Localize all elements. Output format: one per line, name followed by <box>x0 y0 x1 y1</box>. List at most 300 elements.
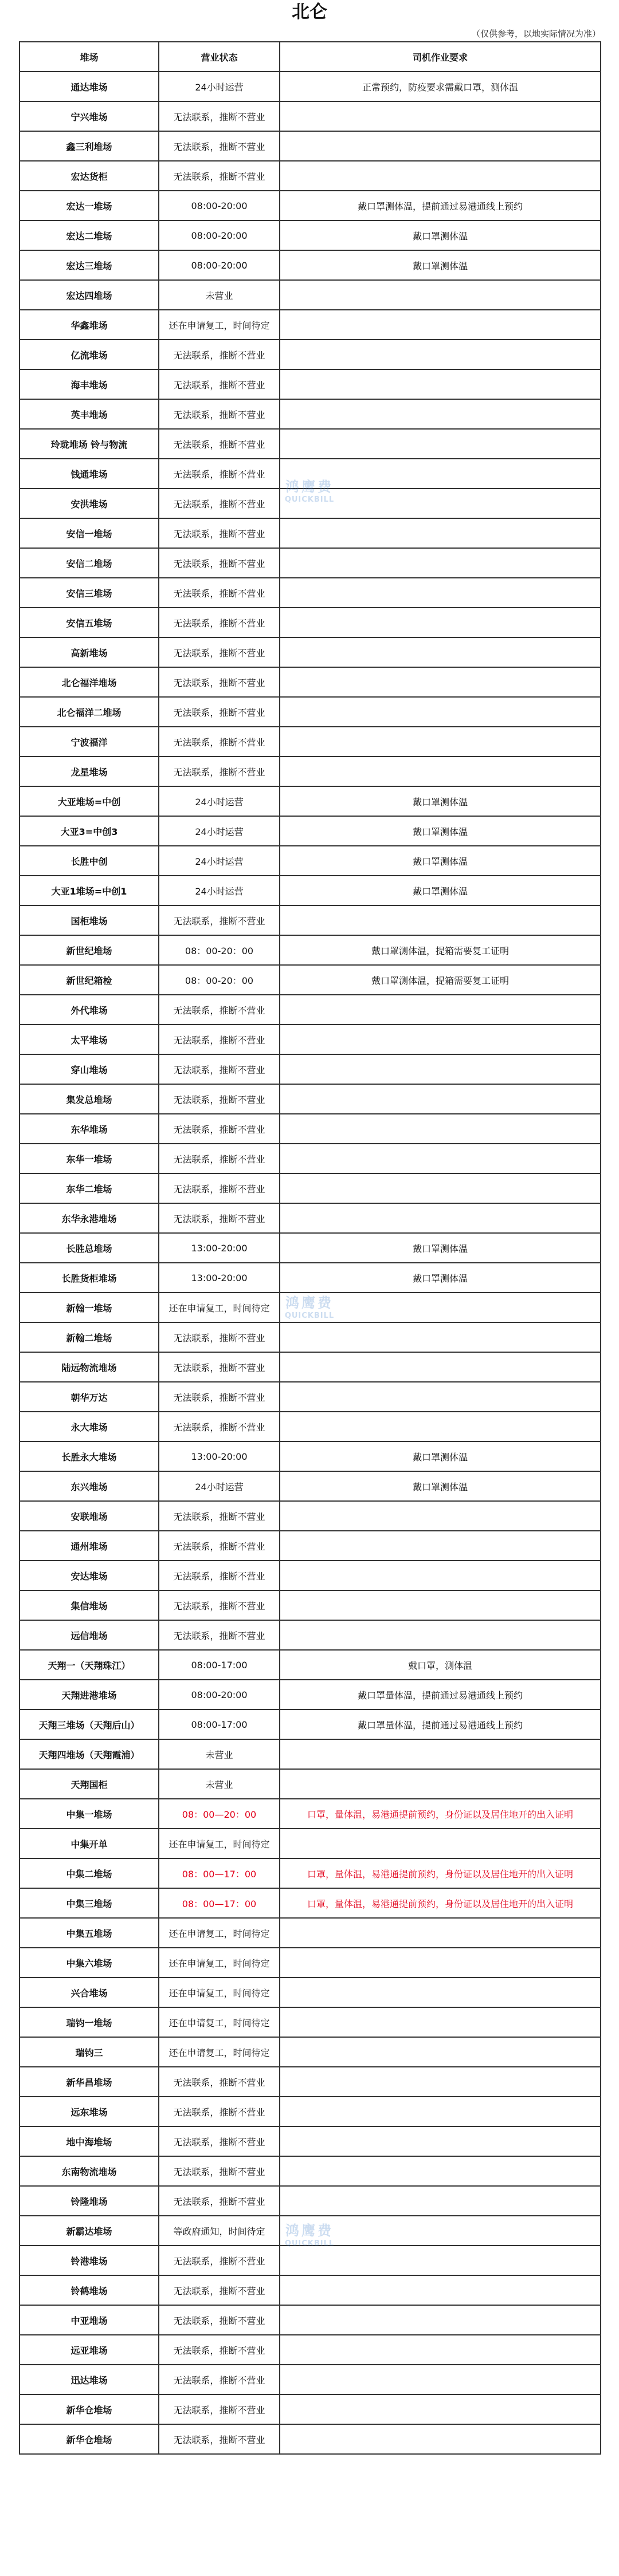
yard-name-cell: 安达堆场 <box>19 1561 159 1590</box>
table-row <box>19 1739 601 1769</box>
table-row <box>19 1561 601 1590</box>
status-cell: 无法联系，推断不营业 <box>159 1531 280 1561</box>
requirements-cell <box>280 2097 601 2126</box>
yard-name-cell: 高新堆场 <box>19 637 159 667</box>
table-row <box>19 1680 601 1710</box>
table-row <box>19 489 601 518</box>
status-cell: 24小时运营 <box>159 876 280 905</box>
table-row <box>19 667 601 697</box>
requirements-cell <box>280 1084 601 1114</box>
requirements-cell <box>280 2275 601 2305</box>
yard-name-cell: 宏达货柜 <box>19 161 159 191</box>
table-row <box>19 161 601 191</box>
yard-name-cell: 北仑福洋二堆场 <box>19 697 159 727</box>
requirements-cell: 戴口罩测体温 <box>280 1233 601 1263</box>
status-cell: 无法联系，推断不营业 <box>159 161 280 191</box>
requirements-cell <box>280 459 601 489</box>
requirements-cell <box>280 2424 601 2454</box>
yard-name-cell: 海丰堆场 <box>19 369 159 399</box>
requirements-cell <box>280 995 601 1025</box>
status-cell: 无法联系，推断不营业 <box>159 340 280 369</box>
status-cell: 08:00-20:00 <box>159 1680 280 1710</box>
yard-name-cell: 东华二堆场 <box>19 1173 159 1203</box>
yard-name-cell: 天翔三堆场（天翔后山） <box>19 1710 159 1739</box>
page-title: 北仑 <box>292 2 327 22</box>
table-row <box>19 2126 601 2156</box>
table-row <box>19 310 601 340</box>
table-row <box>19 1084 601 1114</box>
requirements-cell <box>280 2156 601 2186</box>
yard-name-cell: 新华仓堆场 <box>19 2394 159 2424</box>
yard-name-cell: 大亚堆场=中创 <box>19 786 159 816</box>
header-status: 营业状态 <box>159 42 280 72</box>
yard-name-cell: 安信五堆场 <box>19 608 159 637</box>
table-row <box>19 1531 601 1561</box>
yard-name-cell: 玲珑堆场 铃与物流 <box>19 429 159 459</box>
yard-name-cell: 迅达堆场 <box>19 2365 159 2394</box>
table-row <box>19 1203 601 1233</box>
yard-name-cell: 集发总堆场 <box>19 1084 159 1114</box>
status-cell: 无法联系，推断不营业 <box>159 2156 280 2186</box>
requirements-cell: 戴口罩测体温，提前通过易港通线上预约 <box>280 191 601 220</box>
status-cell: 无法联系，推断不营业 <box>159 608 280 637</box>
table-row <box>19 2305 601 2335</box>
status-cell: 无法联系，推断不营业 <box>159 578 280 608</box>
table-row <box>19 429 601 459</box>
yard-name-cell: 英丰堆场 <box>19 399 159 429</box>
status-cell: 08:00-20:00 <box>159 250 280 280</box>
header-requirements: 司机作业要求 <box>280 42 601 72</box>
table-row <box>19 1412 601 1441</box>
yard-name-cell: 东华永港堆场 <box>19 1203 159 1233</box>
yard-name-cell: 钱通堆场 <box>19 459 159 489</box>
yard-name-cell: 远东堆场 <box>19 2097 159 2126</box>
requirements-cell <box>280 1739 601 1769</box>
requirements-cell <box>280 1352 601 1382</box>
status-cell: 无法联系，推断不营业 <box>159 757 280 786</box>
table-row <box>19 1829 601 1858</box>
requirements-cell <box>280 2246 601 2275</box>
table-row <box>19 816 601 846</box>
yard-name-cell: 宏达四堆场 <box>19 280 159 310</box>
yard-name-cell: 安信二堆场 <box>19 548 159 578</box>
requirements-cell <box>280 548 601 578</box>
status-cell: 无法联系，推断不营业 <box>159 399 280 429</box>
requirements-cell <box>280 757 601 786</box>
requirements-cell <box>280 2037 601 2067</box>
requirements-cell <box>280 310 601 340</box>
table-row <box>19 1501 601 1531</box>
status-cell: 24小时运营 <box>159 1471 280 1501</box>
table-row <box>19 1114 601 1144</box>
watermark-cn: 鸿鹰费 <box>285 1295 334 1311</box>
requirements-cell <box>280 578 601 608</box>
requirements-cell <box>280 2365 601 2394</box>
yard-name-cell: 安洪堆场 <box>19 489 159 518</box>
table-row <box>19 1173 601 1203</box>
status-cell: 无法联系，推断不营业 <box>159 518 280 548</box>
table-row <box>19 1710 601 1739</box>
requirements-cell <box>280 1590 601 1620</box>
status-cell: 无法联系，推断不营业 <box>159 2275 280 2305</box>
requirements-cell: 戴口罩测体温 <box>280 1471 601 1501</box>
requirements-cell: 戴口罩测体温 <box>280 250 601 280</box>
status-cell: 无法联系，推断不营业 <box>159 459 280 489</box>
yard-name-cell: 铃鹤堆场 <box>19 2275 159 2305</box>
yard-name-cell: 铃港堆场 <box>19 2246 159 2275</box>
requirements-cell <box>280 2305 601 2335</box>
yard-name-cell: 通达堆场 <box>19 72 159 101</box>
requirements-cell <box>280 340 601 369</box>
yard-name-cell: 新华仓堆场 <box>19 2424 159 2454</box>
requirements-cell <box>280 2335 601 2365</box>
watermark-en: QUICKBILL <box>284 495 335 504</box>
table-row <box>19 965 601 995</box>
status-cell: 还在申请复工，时间待定 <box>159 1918 280 1948</box>
status-cell: 24小时运营 <box>159 72 280 101</box>
yard-name-cell: 远亚堆场 <box>19 2335 159 2365</box>
status-cell: 13:00-20:00 <box>159 1263 280 1293</box>
table-row <box>19 1144 601 1173</box>
requirements-cell <box>280 280 601 310</box>
yard-name-cell: 长胜永大堆场 <box>19 1441 159 1471</box>
status-cell: 无法联系，推断不营业 <box>159 2424 280 2454</box>
status-cell: 无法联系，推断不营业 <box>159 1620 280 1650</box>
requirements-cell <box>280 1948 601 1978</box>
table-row <box>19 995 601 1025</box>
requirements-cell <box>280 101 601 131</box>
status-cell: 13:00-20:00 <box>159 1233 280 1263</box>
status-cell: 无法联系，推断不营业 <box>159 2126 280 2156</box>
status-cell: 无法联系，推断不营业 <box>159 2067 280 2097</box>
requirements-cell: 戴口罩测体温 <box>280 816 601 846</box>
status-cell: 还在申请复工，时间待定 <box>159 1948 280 1978</box>
yard-name-cell: 兴合堆场 <box>19 1978 159 2007</box>
requirements-cell <box>280 1203 601 1233</box>
requirements-cell: 戴口罩测体温 <box>280 1263 601 1293</box>
table-row <box>19 1799 601 1829</box>
status-cell: 无法联系，推断不营业 <box>159 2097 280 2126</box>
requirements-cell <box>280 2186 601 2216</box>
requirements-cell <box>280 697 601 727</box>
status-cell: 24小时运营 <box>159 786 280 816</box>
requirements-cell: 戴口罩测体温 <box>280 1441 601 1471</box>
requirements-cell <box>280 1412 601 1441</box>
requirements-cell <box>280 1054 601 1084</box>
requirements-cell <box>280 2067 601 2097</box>
table-row <box>19 1858 601 1888</box>
yard-name-cell: 华鑫堆场 <box>19 310 159 340</box>
yard-name-cell: 朝华万达 <box>19 1382 159 1412</box>
status-cell: 24小时运营 <box>159 846 280 876</box>
table-row <box>19 2246 601 2275</box>
status-cell: 还在申请复工，时间待定 <box>159 1293 280 1322</box>
requirements-cell <box>280 1114 601 1144</box>
yard-name-cell: 大亚3=中创3 <box>19 816 159 846</box>
requirements-cell <box>280 1620 601 1650</box>
status-cell: 无法联系，推断不营业 <box>159 1382 280 1412</box>
yard-name-cell: 中集五堆场 <box>19 1918 159 1948</box>
yard-name-cell: 北仑福洋堆场 <box>19 667 159 697</box>
requirements-cell <box>280 1561 601 1590</box>
requirements-cell <box>280 1382 601 1412</box>
table-row <box>19 1620 601 1650</box>
table-row <box>19 548 601 578</box>
requirements-cell: 戴口罩量体温，提前通过易港通线上预约 <box>280 1680 601 1710</box>
table-row <box>19 250 601 280</box>
table-row <box>19 1233 601 1263</box>
status-cell: 无法联系，推断不营业 <box>159 995 280 1025</box>
yard-name-cell: 宁波福洋 <box>19 727 159 757</box>
status-cell: 08:00-17:00 <box>159 1650 280 1680</box>
table-row <box>19 2275 601 2305</box>
table-row <box>19 1054 601 1084</box>
status-cell: 无法联系，推断不营业 <box>159 905 280 935</box>
yard-name-cell: 太平堆场 <box>19 1025 159 1054</box>
requirements-cell <box>280 489 601 518</box>
table-row <box>19 1978 601 2007</box>
yard-name-cell: 宏达二堆场 <box>19 220 159 250</box>
table-row <box>19 727 601 757</box>
table-row <box>19 459 601 489</box>
yard-name-cell: 天翔国柜 <box>19 1769 159 1799</box>
status-cell: 还在申请复工，时间待定 <box>159 1978 280 2007</box>
yard-name-cell: 远信堆场 <box>19 1620 159 1650</box>
yard-name-cell: 长胜中创 <box>19 846 159 876</box>
requirements-cell <box>280 1918 601 1948</box>
yard-name-cell: 中集一堆场 <box>19 1799 159 1829</box>
table-row <box>19 2216 601 2246</box>
status-cell: 等政府通知，时间待定 <box>159 2216 280 2246</box>
requirements-cell <box>280 637 601 667</box>
table-row <box>19 2067 601 2097</box>
requirements-cell: 戴口罩测体温 <box>280 786 601 816</box>
table-row <box>19 2365 601 2394</box>
table-row <box>19 280 601 310</box>
requirements-cell <box>280 727 601 757</box>
table-row <box>19 697 601 727</box>
status-cell: 无法联系，推断不营业 <box>159 2394 280 2424</box>
yard-name-cell: 穿山堆场 <box>19 1054 159 1084</box>
yard-name-cell: 陆远物流堆场 <box>19 1352 159 1382</box>
status-cell: 无法联系，推断不营业 <box>159 1322 280 1352</box>
requirements-cell: 口罩，量体温，易港通提前预约，身份证以及居住地开的出入证明 <box>280 1858 601 1888</box>
table-row <box>19 1263 601 1293</box>
table-row <box>19 846 601 876</box>
requirements-cell: 戴口罩测体温，提箱需要复工证明 <box>280 935 601 965</box>
status-cell: 无法联系，推断不营业 <box>159 131 280 161</box>
status-cell: 无法联系，推断不营业 <box>159 1203 280 1233</box>
requirements-cell <box>280 429 601 459</box>
requirements-cell <box>280 1144 601 1173</box>
requirements-cell <box>280 667 601 697</box>
requirements-cell: 口罩，量体温，易港通提前预约，身份证以及居住地开的出入证明 <box>280 1888 601 1918</box>
yard-name-cell: 中亚堆场 <box>19 2305 159 2335</box>
table-row <box>19 2037 601 2067</box>
yard-name-cell: 永大堆场 <box>19 1412 159 1441</box>
yard-name-cell: 天翔四堆场（天翔霞浦） <box>19 1739 159 1769</box>
requirements-cell: 正常预约，防疫要求需戴口罩，测体温 <box>280 72 601 101</box>
table-row <box>19 2156 601 2186</box>
yard-name-cell: 新世纪堆场 <box>19 935 159 965</box>
requirements-cell <box>280 1501 601 1531</box>
requirements-cell: 戴口罩测体温 <box>280 876 601 905</box>
table-row <box>19 637 601 667</box>
table-row <box>19 1293 601 1322</box>
table-row <box>19 1382 601 1412</box>
yard-name-cell: 新霸达堆场 <box>19 2216 159 2246</box>
watermark-cn: 鸿鹰费 <box>285 479 334 495</box>
status-cell: 无法联系，推断不营业 <box>159 2335 280 2365</box>
table-row <box>19 1650 601 1680</box>
status-cell: 无法联系，推断不营业 <box>159 667 280 697</box>
yard-name-cell: 中集三堆场 <box>19 1888 159 1918</box>
table-row <box>19 1590 601 1620</box>
yard-name-cell: 龙星堆场 <box>19 757 159 786</box>
status-cell: 无法联系，推断不营业 <box>159 2246 280 2275</box>
requirements-cell: 戴口罩测体温 <box>280 220 601 250</box>
status-cell: 无法联系，推断不营业 <box>159 1501 280 1531</box>
table-row <box>19 935 601 965</box>
status-cell: 无法联系，推断不营业 <box>159 2186 280 2216</box>
requirements-cell <box>280 608 601 637</box>
requirements-cell <box>280 1531 601 1561</box>
yard-name-cell: 外代堆场 <box>19 995 159 1025</box>
requirements-cell <box>280 161 601 191</box>
yard-name-cell: 安信一堆场 <box>19 518 159 548</box>
status-cell: 无法联系，推断不营业 <box>159 1173 280 1203</box>
status-cell: 未营业 <box>159 280 280 310</box>
requirements-cell <box>280 2394 601 2424</box>
requirements-cell <box>280 1769 601 1799</box>
status-cell: 无法联系，推断不营业 <box>159 2365 280 2394</box>
table-row <box>19 2335 601 2365</box>
status-cell: 无法联系，推断不营业 <box>159 548 280 578</box>
table-row <box>19 1322 601 1352</box>
yard-name-cell: 铃隆堆场 <box>19 2186 159 2216</box>
watermark-en: QUICKBILL <box>284 2239 335 2248</box>
status-cell: 无法联系，推断不营业 <box>159 2305 280 2335</box>
table-row <box>19 369 601 399</box>
table-row <box>19 2007 601 2037</box>
table-row <box>19 1025 601 1054</box>
yard-name-cell: 地中海堆场 <box>19 2126 159 2156</box>
yard-name-cell: 东南物流堆场 <box>19 2156 159 2186</box>
yard-name-cell: 新翰一堆场 <box>19 1293 159 1322</box>
status-cell: 08:00-20:00 <box>159 191 280 220</box>
requirements-cell <box>280 1978 601 2007</box>
table-row <box>19 1888 601 1918</box>
yard-name-cell: 瑞钧一堆场 <box>19 2007 159 2037</box>
yard-name-cell: 宏达一堆场 <box>19 191 159 220</box>
table-row <box>19 191 601 220</box>
yard-name-cell: 宁兴堆场 <box>19 101 159 131</box>
table-row <box>19 2186 601 2216</box>
table-row <box>19 2097 601 2126</box>
yard-name-cell: 亿流堆场 <box>19 340 159 369</box>
status-cell: 无法联系，推断不营业 <box>159 1412 280 1441</box>
requirements-cell <box>280 2216 601 2246</box>
status-cell: 无法联系，推断不营业 <box>159 697 280 727</box>
status-cell: 08:00-20:00 <box>159 220 280 250</box>
yard-name-cell: 中集六堆场 <box>19 1948 159 1978</box>
status-cell: 无法联系，推断不营业 <box>159 1084 280 1114</box>
table-row <box>19 2394 601 2424</box>
table-row <box>19 131 601 161</box>
table-row <box>19 518 601 548</box>
table-row <box>19 876 601 905</box>
watermark-en: QUICKBILL <box>284 1311 335 1320</box>
requirements-cell <box>280 369 601 399</box>
yard-name-cell: 瑞钧三 <box>19 2037 159 2067</box>
status-cell: 24小时运营 <box>159 816 280 846</box>
table-row <box>19 1769 601 1799</box>
table-header-row <box>19 42 601 72</box>
yard-name-cell: 长胜总堆场 <box>19 1233 159 1263</box>
status-cell: 还在申请复工，时间待定 <box>159 310 280 340</box>
requirements-cell <box>280 1173 601 1203</box>
table-row <box>19 757 601 786</box>
requirements-cell: 戴口罩量体温，提前通过易港通线上预约 <box>280 1710 601 1739</box>
status-cell: 无法联系，推断不营业 <box>159 1025 280 1054</box>
table-row <box>19 1471 601 1501</box>
status-cell: 还在申请复工，时间待定 <box>159 1829 280 1858</box>
status-cell: 13:00-20:00 <box>159 1441 280 1471</box>
table-row <box>19 2424 601 2454</box>
table-row <box>19 220 601 250</box>
status-cell: 未营业 <box>159 1739 280 1769</box>
status-cell: 未营业 <box>159 1769 280 1799</box>
yard-name-cell: 中集开单 <box>19 1829 159 1858</box>
status-cell: 无法联系，推断不营业 <box>159 1561 280 1590</box>
header-yard: 堆场 <box>19 42 159 72</box>
table-row <box>19 786 601 816</box>
status-cell: 无法联系，推断不营业 <box>159 489 280 518</box>
status-cell: 无法联系，推断不营业 <box>159 429 280 459</box>
disclaimer-note: （仅供参考，以地实际情况为准） <box>471 29 601 39</box>
requirements-cell <box>280 518 601 548</box>
requirements-cell <box>280 1829 601 1858</box>
status-cell: 08：00—17：00 <box>159 1888 280 1918</box>
yard-name-cell: 新华昌堆场 <box>19 2067 159 2097</box>
yard-name-cell: 天翔进港堆场 <box>19 1680 159 1710</box>
status-cell: 08:00-17:00 <box>159 1710 280 1739</box>
requirements-cell <box>280 399 601 429</box>
yard-name-cell: 安联堆场 <box>19 1501 159 1531</box>
table-row <box>19 101 601 131</box>
table-row <box>19 72 601 101</box>
yard-name-cell: 东华一堆场 <box>19 1144 159 1173</box>
yard-name-cell: 东华堆场 <box>19 1114 159 1144</box>
yard-name-cell: 国柜堆场 <box>19 905 159 935</box>
table-row <box>19 578 601 608</box>
status-cell: 08：00-20：00 <box>159 935 280 965</box>
status-cell: 还在申请复工，时间待定 <box>159 2007 280 2037</box>
requirements-cell <box>280 2007 601 2037</box>
yard-name-cell: 鑫三利堆场 <box>19 131 159 161</box>
yard-name-cell: 集信堆场 <box>19 1590 159 1620</box>
table-row <box>19 399 601 429</box>
status-cell: 无法联系，推断不营业 <box>159 1144 280 1173</box>
requirements-cell: 戴口罩测体温，提箱需要复工证明 <box>280 965 601 995</box>
status-cell: 08：00—20：00 <box>159 1799 280 1829</box>
status-cell: 无法联系，推断不营业 <box>159 1590 280 1620</box>
status-cell: 08：00-20：00 <box>159 965 280 995</box>
requirements-cell <box>280 131 601 161</box>
requirements-cell <box>280 2126 601 2156</box>
watermark-cn: 鸿鹰费 <box>285 2223 334 2239</box>
requirements-cell <box>280 1293 601 1322</box>
